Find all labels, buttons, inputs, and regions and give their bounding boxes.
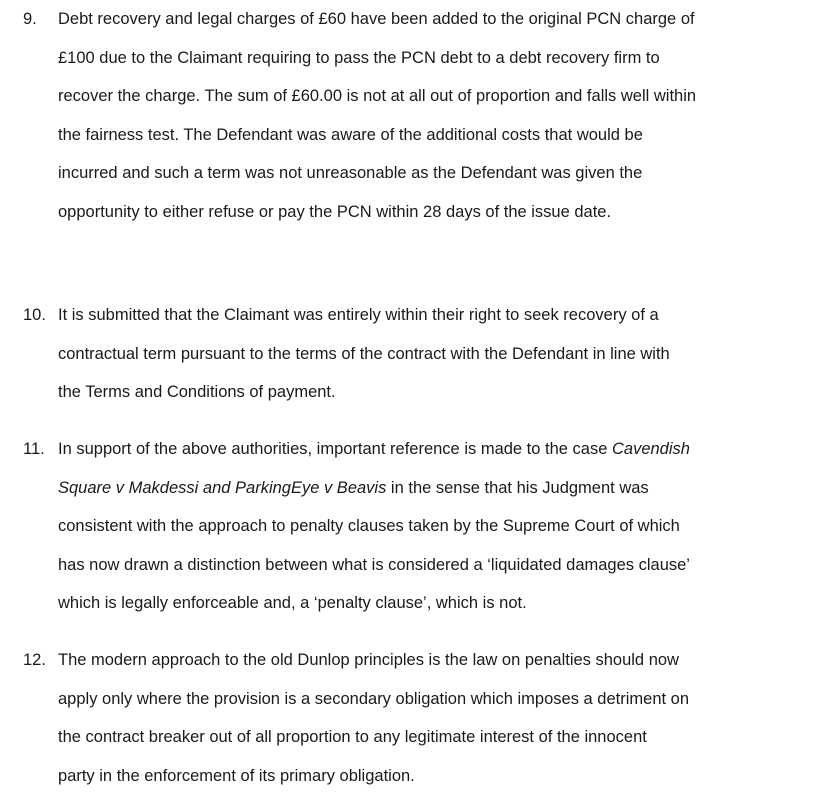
paragraph-line: opportunity to either refuse or pay the PCN within 28 days of the issue date. — [58, 203, 612, 221]
paragraph-line: consistent with the approach to penalty clauses taken by the Supreme Court of which — [58, 517, 680, 536]
paragraph-number: 12. — [23, 651, 46, 669]
paragraph-line: contractual term pursuant to the terms of the contract with the Defendant in line with — [58, 344, 670, 363]
paragraph-line: the fairness test. The Defendant was aware of the additional costs that would be — [58, 125, 643, 144]
paragraph-text: In support of the above authorities, important reference is made to the case — [58, 440, 612, 458]
paragraph-line: the Terms and Conditions of payment. — [58, 383, 336, 402]
paragraph-line: recover the charge. The sum of £60.00 is not at all out of proportion and falls well within — [58, 87, 697, 106]
paragraph-line — [58, 430, 690, 469]
paragraph-line: apply only where the provision is a secondary obligation which imposes a detriment on — [58, 689, 690, 708]
paragraph-line: The modern approach to the old Dunlop principles is the law on penalties should now — [58, 651, 679, 669]
case-citation: Square v Makdessi and ParkingEye v Beavis — [58, 478, 387, 497]
paragraph-line: which is legally enforceable and, a ‘penalty clause’, which is not. — [58, 594, 527, 613]
case-citation: Cavendish — [611, 440, 690, 458]
paragraph-number: 11. — [23, 440, 45, 458]
paragraph-line: the contract breaker out of all proportion to any legitimate interest of the innocent — [58, 728, 647, 747]
paragraph-text: in the sense that his Judgment was — [386, 478, 649, 497]
paragraph-line: £100 due to the Claimant requiring to pass the PCN debt to a debt recovery firm to — [58, 48, 660, 67]
paragraph-line: has now drawn a distinction between what is considered a ‘liquidated damages clause’ — [58, 555, 690, 574]
paragraph-number: 10. — [23, 306, 46, 324]
paragraph-number: 9. — [23, 10, 37, 28]
paragraph-line: Debt recovery and legal charges of £60 have been added to the original PCN charge of — [58, 10, 695, 28]
paragraph-line: party in the enforcement of its primary obligation. — [58, 766, 415, 785]
paragraph-line: It is submitted that the Claimant was entirely within their right to seek recovery of a — [58, 306, 659, 324]
paragraph-line: incurred and such a term was not unreasonable as the Defendant was given the — [58, 164, 643, 183]
paragraph-line — [58, 469, 649, 508]
